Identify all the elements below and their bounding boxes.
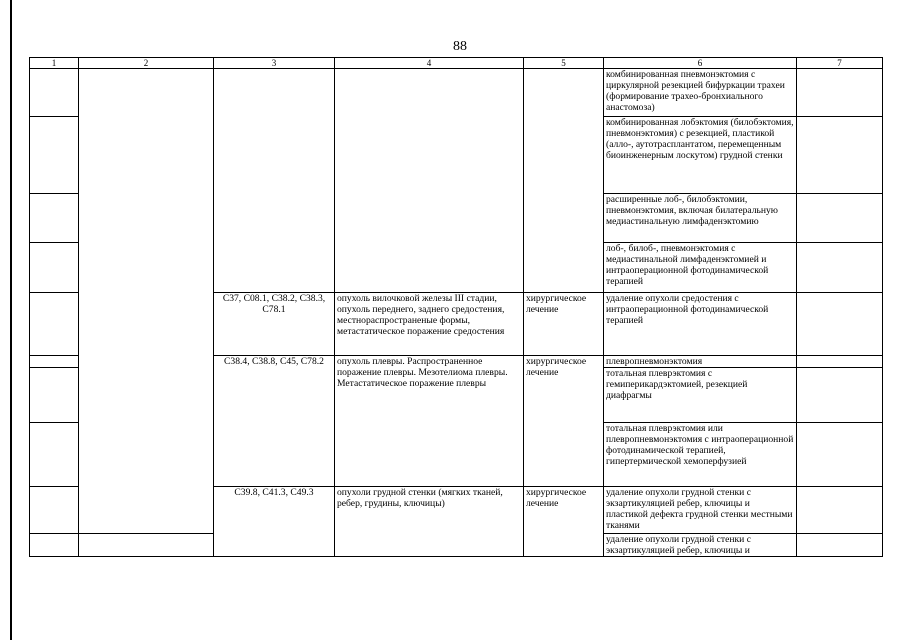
col1-cell [30,243,79,293]
icd-codes-cell: C37, C08.1, C38.2, C38.3, C78.1 [214,293,335,356]
col1-cell [30,534,79,557]
icd-codes-cell: C38.4, C38.8, C45, C78.2 [214,356,335,487]
method-cell: комбинированная лобэктомия (билобэктомия, пневмонэктомия) с резекцией, пластикой (алло-, аутотрасплантатом, перемещенным биоинженерным лоскутом) грудной стенки [604,117,797,194]
method-cell: тотальная плеврэктомия с гемиперикардэктомией, резекцией диафрагмы [604,368,797,423]
col7-cell [797,356,883,368]
col2-cell [79,69,214,534]
header-col-4: 4 [335,58,524,69]
patient-model-cell: опухоли грудной стенки (мягких тканей, ребер, грудины, ключицы) [335,487,524,557]
header-col-7: 7 [797,58,883,69]
method-cell: удаление опухоли грудной стенки с экзартикуляцией ребер, ключицы и пластикой дефекта грудной стенки местными тканями [604,487,797,534]
col7-cell [797,117,883,194]
method-cell: плевропневмонэктомия [604,356,797,368]
col7-cell [797,293,883,356]
icd-codes-cell: C39.8, C41.3, C49.3 [214,487,335,557]
patient-model-cell: опухоль вилочковой железы III стадии, опухоль переднего, заднего средостения, местнораспространеные формы, метастатическое поражение средостения [335,293,524,356]
col1-cell [30,69,79,117]
header-col-3: 3 [214,58,335,69]
header-col-1: 1 [30,58,79,69]
col1-cell [30,117,79,194]
col1-cell [30,368,79,423]
page-number: 88 [453,39,467,54]
patient-model-cell: опухоль плевры. Распространенное поражение плевры. Мезотелиома плевры. Метастатическое поражение плевры [335,356,524,487]
col7-cell [797,194,883,243]
header-col-5: 5 [524,58,604,69]
procedures-table [29,57,883,557]
method-cell: удаление опухоли грудной стенки с экзартикуляцией ребер, ключицы и [604,534,797,557]
col7-cell [797,423,883,487]
col1-cell [30,487,79,534]
col7-cell [797,243,883,293]
col1-cell [30,194,79,243]
col1-cell [30,356,79,368]
table-row [30,69,883,117]
col5-cell [524,69,604,293]
method-cell: расширенные лоб-, билобэктомии, пневмонэктомия, включая билатеральную медиастинальную лимфаденэктомию [604,194,797,243]
left-margin-rule [10,0,12,640]
method-cell: удаление опухоли средостения с интраоперационной фотодинамической терапией [604,293,797,356]
col2-cell [79,534,214,557]
treatment-type-cell: хирургическое лечение [524,356,604,487]
header-col-2: 2 [79,58,214,69]
method-cell: тотальная плеврэктомия или плевропневмонэктомия с интраоперационной фотодинамической терапией, гипертермической хемоперфузией [604,423,797,487]
treatment-type-cell: хирургическое лечение [524,487,604,557]
col4-cell [335,69,524,293]
col7-cell [797,487,883,534]
col7-cell [797,69,883,117]
col7-cell [797,368,883,423]
method-cell: комбинированная пневмонэктомия с циркулярной резекцией бифуркации трахеи (формирование трахео-бронхиального анастомоза) [604,69,797,117]
method-cell: лоб-, билоб-, пневмонэктомия с медиастинальной лимфаденэктомией и интраоперационной фотодинамической терапией [604,243,797,293]
header-col-6: 6 [604,58,797,69]
col7-cell [797,534,883,557]
col3-cell [214,69,335,293]
treatment-type-cell: хирургическое лечение [524,293,604,356]
header-row [30,58,883,69]
col1-cell [30,293,79,356]
col1-cell [30,423,79,487]
